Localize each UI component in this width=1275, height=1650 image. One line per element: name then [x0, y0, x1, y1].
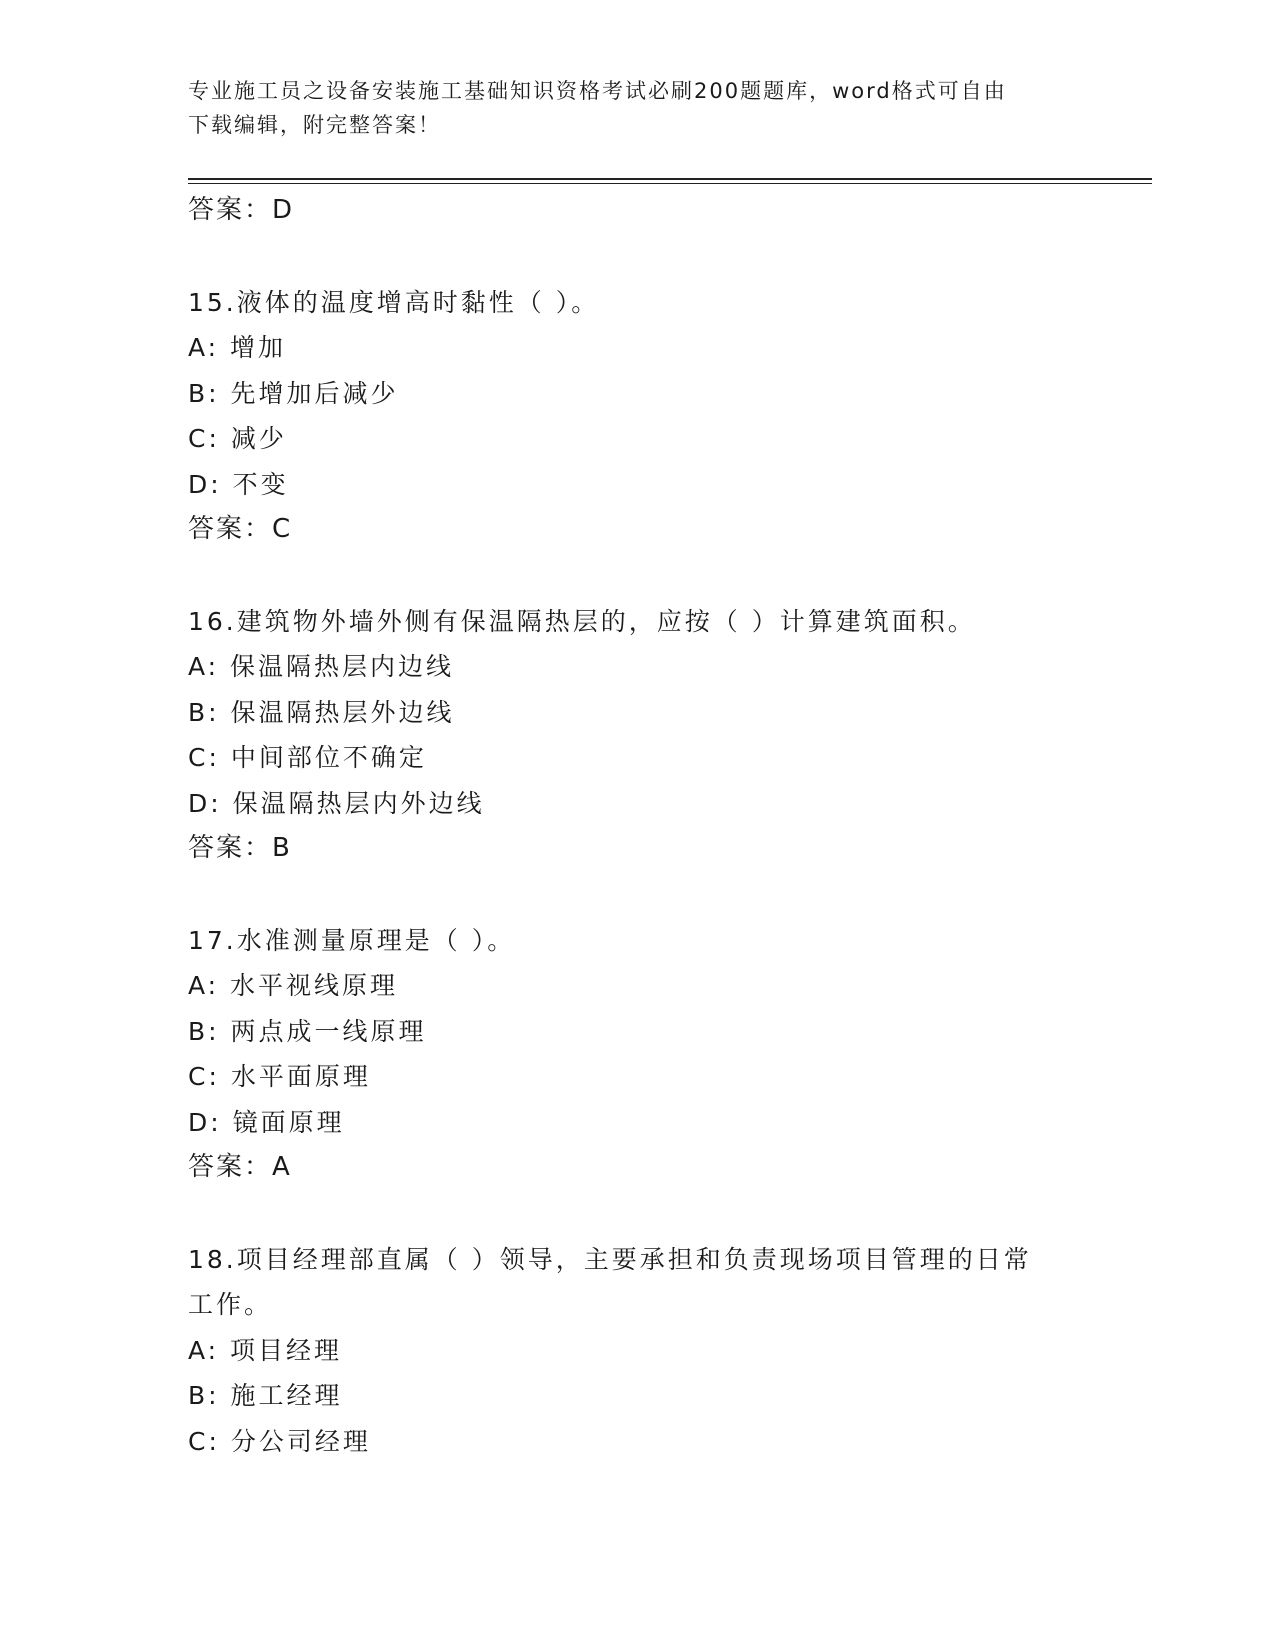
question-stem-line-1: 18.项目经理部直属（ ）领导，主要承担和负责现场项目管理的日常 — [188, 1244, 1032, 1274]
answer-line: 答案：C — [188, 514, 293, 544]
spacer — [188, 553, 1088, 599]
answer-line: 答案：B — [188, 833, 292, 863]
question-18 — [188, 1237, 1088, 1465]
option-c: C: 水平面原理 — [188, 1062, 371, 1091]
spacer — [188, 1191, 1088, 1237]
option-c: C: 减少 — [188, 424, 287, 453]
answer-line: 答案：A — [188, 1152, 292, 1182]
question-17 — [188, 918, 1088, 1191]
header-rule-thick — [188, 178, 1152, 180]
option-a: A: 水平视线原理 — [188, 971, 399, 1000]
option-a: A: 保温隔热层内边线 — [188, 652, 455, 681]
question-stem-line-2: 工作。 — [188, 1290, 273, 1319]
question-stem: 17.水准测量原理是（ ）。 — [188, 925, 516, 955]
spacer — [188, 234, 1088, 280]
option-d: D: 保温隔热层内外边线 — [188, 788, 485, 818]
option-a: A: 项目经理 — [188, 1335, 343, 1365]
header-line-2: 下载编辑，附完整答案！ — [188, 113, 441, 137]
question-16 — [188, 599, 1088, 872]
option-c: C: 中间部位不确定 — [188, 743, 427, 772]
answer-line: 答案：D — [188, 195, 295, 225]
question-list — [188, 188, 1088, 1464]
option-c: C: 分公司经理 — [188, 1426, 371, 1456]
option-b: B: 保温隔热层外边线 — [188, 697, 455, 727]
question-15 — [188, 280, 1088, 553]
option-b: B: 先增加后减少 — [188, 378, 399, 408]
option-d: D: 不变 — [188, 469, 289, 499]
header-line-1: 专业施工员之设备安装施工基础知识资格考试必刷200题题库，word格式可自由 — [188, 79, 1007, 103]
header-rule-thin — [188, 183, 1152, 184]
option-a: A: 增加 — [188, 333, 287, 362]
question-stem: 16.建筑物外墙外侧有保温隔热层的，应按（ ）计算建筑面积。 — [188, 606, 976, 636]
question-stem: 15.液体的温度增高时黏性（ ）。 — [188, 287, 600, 317]
spacer — [188, 872, 1088, 918]
option-b: B: 施工经理 — [188, 1381, 343, 1410]
option-d: D: 镜面原理 — [188, 1107, 345, 1137]
document-header — [188, 74, 1068, 142]
option-b: B: 两点成一线原理 — [188, 1016, 427, 1046]
